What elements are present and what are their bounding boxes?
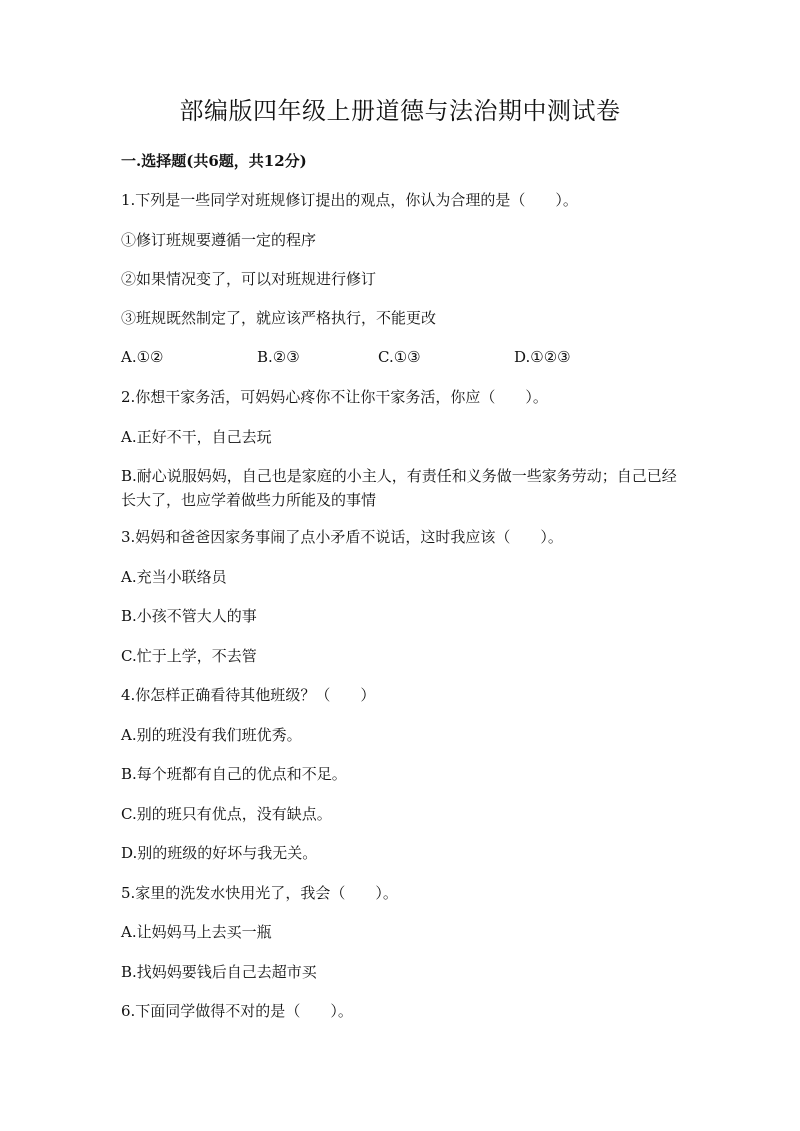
question-5-option-a: A.让妈妈马上去买一瓶	[121, 923, 272, 941]
question-1-option-b: B.②③	[257, 348, 300, 366]
question-2-stem: 2.你想干家务活，可妈妈心疼你不让你干家务活，你应（ ）。	[121, 388, 548, 406]
question-2-option-a: A.正好不干，自己去玩	[121, 428, 272, 446]
question-5-stem: 5.家里的洗发水快用光了，我会（ ）。	[121, 884, 398, 902]
question-3-stem: 3.妈妈和爸爸因家务事闹了点小矛盾不说话，这时我应该（ ）。	[121, 528, 563, 546]
question-1-option-a: A.①②	[121, 348, 164, 366]
question-1-stem: 1.下列是一些同学对班规修订提出的观点，你认为合理的是（ ）。	[121, 191, 578, 209]
section-heading: 一.选择题(共6题，共12分)	[121, 152, 307, 170]
question-6-stem: 6.下面同学做得不对的是（ ）。	[121, 1002, 353, 1020]
question-3-option-b: B.小孩不管大人的事	[121, 607, 257, 625]
question-4-option-d: D.别的班级的好坏与我无关。	[121, 844, 318, 862]
page-title: 部编版四年级上册道德与法治期中测试卷	[179, 97, 621, 125]
question-4-option-a: A.别的班没有我们班优秀。	[121, 726, 302, 744]
question-4-stem: 4.你怎样正确看待其他班级？（ ）	[121, 686, 376, 704]
question-4-option-c: C.别的班只有优点，没有缺点。	[121, 805, 332, 823]
question-4-option-b: B.每个班都有自己的优点和不足。	[121, 765, 347, 783]
question-3-option-c: C.忙于上学，不去管	[121, 647, 257, 665]
question-1-option-d: D.①②③	[514, 348, 571, 366]
question-3-option-a: A.充当小联络员	[121, 568, 227, 586]
question-1-option-c: C.①③	[378, 348, 421, 366]
question-2-option-b: B.耐心说服妈妈，自己也是家庭的小主人，有责任和义务做一些家务劳动；自己已经长大了，也应学着做些力所能及的事情	[121, 467, 677, 509]
question-1-statement-2: ②如果情况变了，可以对班规进行修订	[121, 270, 377, 288]
question-1-statement-1: ①修订班规要遵循一定的程序	[121, 231, 317, 249]
question-5-option-b: B.找妈妈要钱后自己去超市买	[121, 963, 317, 981]
question-1-statement-3: ③班规既然制定了，就应该严格执行，不能更改	[121, 309, 437, 327]
